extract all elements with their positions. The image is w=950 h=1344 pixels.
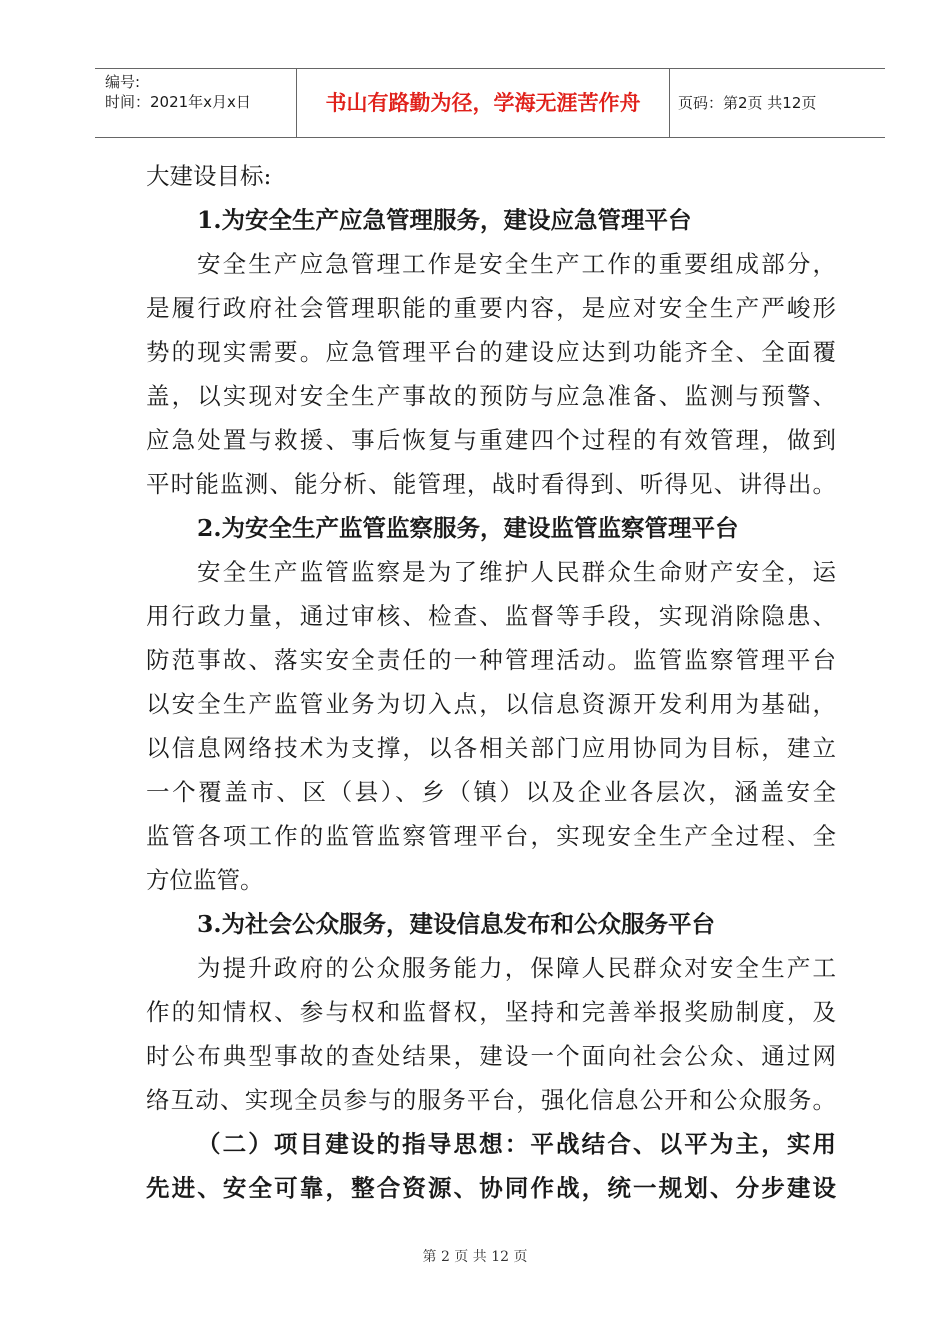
serial-number-label: 编号:: [105, 73, 141, 91]
text-line: 以信息网络技术为支撑，以各相关部门应用协同为目标，建立: [146, 734, 836, 762]
section-heading: 1.为安全生产应急管理服务，建设应急管理平台: [197, 206, 692, 234]
section-heading: 3.为社会公众服务，建设信息发布和公众服务平台: [197, 910, 716, 938]
text-line: 平时能监测、能分析、能管理，战时看得到、听得见、讲得出。: [146, 470, 836, 498]
text-line: 是履行政府社会管理职能的重要内容，是应对安全生产严峻形: [146, 294, 836, 322]
header-motto: 书山有路勤为径，学海无涯苦作舟: [297, 69, 670, 137]
text-line: 时公布典型事故的查处结果，建设一个面向社会公众、通过网: [146, 1042, 836, 1070]
page-footer: 第 2 页 共 12 页: [422, 1249, 528, 1265]
section-heading: 先进、安全可靠，整合资源、协同作战，统一规划、分步建设: [146, 1174, 836, 1202]
text-line: 用行政力量，通过审核、检查、监督等手段，实现消除隐患、: [146, 602, 836, 630]
section-heading: （二）项目建设的指导思想：平战结合、以平为主，实用: [197, 1130, 836, 1158]
text-line: 监管各项工作的监管监察管理平台，实现安全生产全过程、全: [146, 822, 836, 850]
text-line: 大建设目标:: [146, 162, 272, 190]
section-heading: 2.为安全生产监管监察服务，建设监管监察管理平台: [197, 514, 739, 542]
text-line: 络互动、实现全员参与的服务平台，强化信息公开和公众服务。: [146, 1086, 836, 1114]
text-line: 势的现实需要。应急管理平台的建设应达到功能齐全、全面覆: [146, 338, 836, 366]
text-line: 防范事故、落实安全责任的一种管理活动。监管监察管理平台: [146, 646, 836, 674]
text-line: 方位监管。: [146, 866, 264, 894]
text-line: 安全生产应急管理工作是安全生产工作的重要组成部分，: [197, 250, 836, 278]
text-line: 安全生产监管监察是为了维护人民群众生命财产安全，运: [197, 558, 836, 586]
text-line: 应急处置与救援、事后恢复与重建四个过程的有效管理，做到: [146, 426, 836, 454]
header-meta: [95, 69, 297, 137]
text-line: 一个覆盖市、区（县）、乡（镇）以及企业各层次，涵盖安全: [146, 778, 836, 806]
page-header: [95, 68, 885, 138]
text-line: 盖，以实现对安全生产事故的预防与应急准备、监测与预警、: [146, 382, 836, 410]
header-page-info: 页码：第2页 共12页: [678, 94, 817, 112]
text-line: 作的知情权、参与权和监督权，坚持和完善举报奖励制度，及: [146, 998, 836, 1026]
document-body: [146, 154, 836, 1210]
text-line: 以安全生产监管业务为切入点，以信息资源开发利用为基础，: [146, 690, 836, 718]
text-line: 为提升政府的公众服务能力，保障人民群众对安全生产工: [197, 954, 836, 982]
date-label: 时间：2021年x月x日: [105, 93, 251, 111]
